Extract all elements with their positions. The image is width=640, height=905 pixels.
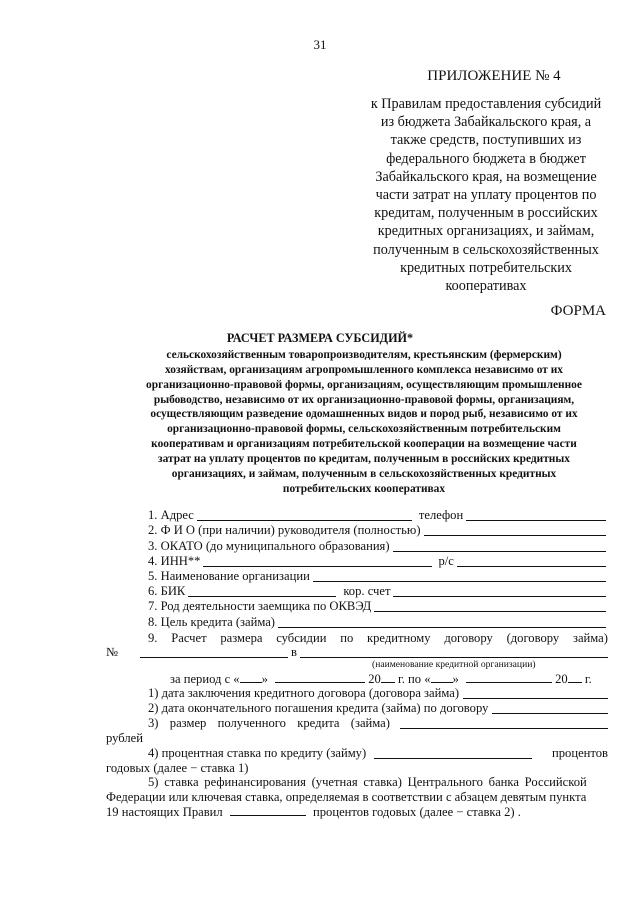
appendix-line: кредитных потребительских <box>400 259 572 276</box>
item9-word: займа) <box>572 631 608 645</box>
refi-text: 5) ставка рефинансирования (учетная ставка) Центрального банка Российской <box>148 775 587 789</box>
refi-rate-input-line[interactable] <box>230 805 306 816</box>
ks-label: кор. счет <box>343 584 391 599</box>
appendix-line: полученным в сельскохозяйственных <box>373 241 599 258</box>
field-row-address <box>148 508 608 523</box>
appendix-line: из бюджета Забайкальского края, а <box>380 114 592 131</box>
subheading-line: организациях, и займам, полученным в сельскохозяйственных кредитных <box>171 467 557 480</box>
date-signed-input-line[interactable] <box>463 688 608 699</box>
date-end-row <box>148 701 608 716</box>
period-row <box>170 672 592 687</box>
inn-input-line[interactable] <box>203 555 432 567</box>
field-row-purpose <box>148 614 608 629</box>
phone-input-line[interactable] <box>466 509 606 521</box>
appendix-line: к Правилам предоставления субсидий <box>370 96 602 112</box>
field-row-okved <box>148 599 608 614</box>
ks-input-line[interactable] <box>393 585 606 597</box>
subheading-line: затрат на уплату процентов по кредитам, полученным в российских кредитных <box>158 452 570 465</box>
contract-number-row <box>106 645 608 660</box>
item9-word: по <box>340 631 354 645</box>
okato-input-line[interactable] <box>393 540 606 552</box>
subheading-line: организационно-правовой формы, организациям, осуществляющим промышленное <box>146 378 582 391</box>
inn-label: 4. ИНН** <box>148 553 201 568</box>
amount-word: кредита <box>297 716 340 730</box>
period-from-day-input[interactable] <box>240 672 262 683</box>
amount-input-line[interactable] <box>400 718 608 729</box>
period-to-day-input[interactable] <box>431 672 453 683</box>
appendix-line: кредитных организациях, и займам, <box>377 223 595 240</box>
item9-heading <box>148 631 608 646</box>
refi-text: 19 настоящих Правил <box>106 805 223 819</box>
page-number: 31 <box>313 37 327 52</box>
subheading-line: сельскохозяйственным товаропроизводителям, крестьянским (фермерским) <box>166 349 562 361</box>
refi-line1 <box>148 775 608 790</box>
bik-label: 6. БИК <box>148 584 186 599</box>
rate-label: 4) процентная ставка по кредиту (займу) <box>148 746 367 760</box>
appendix-text <box>336 95 636 295</box>
org-name-label: 5. Наименование организации <box>148 568 310 583</box>
item9-word: Расчет <box>171 631 207 645</box>
org-name-input-line[interactable] <box>313 570 606 582</box>
amount-label <box>148 716 390 731</box>
okved-input-line[interactable] <box>374 600 606 612</box>
period-quote: » <box>261 672 268 686</box>
form-heading: РАСЧЕТ РАЗМЕРА СУБСИДИЙ* <box>226 331 414 345</box>
in-word: в <box>291 645 297 659</box>
item9-word: (договору <box>506 631 560 645</box>
date-end-label: 2) дата окончательного погашения кредита (займа) по договору <box>148 701 489 715</box>
item9-word: 9. <box>148 631 158 645</box>
subheading-line: кооперативам и организациям потребительской кооперации на возмещение части <box>151 438 577 451</box>
rubles-label: рублей <box>106 731 143 745</box>
fio-label: 2. Ф И О (при наличии) руководителя (полностью) <box>148 523 421 538</box>
amount-row <box>148 716 608 731</box>
field-row-org-name <box>148 569 608 584</box>
contract-number-input-line[interactable] <box>140 647 288 658</box>
appendix-title: ПРИЛОЖЕНИЕ № 4 <box>427 68 561 84</box>
field-row-bik <box>148 584 608 599</box>
item9-word: размера <box>220 631 263 645</box>
item9-word: субсидии <box>276 631 327 645</box>
form-label: ФОРМА <box>550 303 606 319</box>
date-signed-row <box>148 686 608 701</box>
form-subheading <box>108 348 620 496</box>
number-sign: № <box>106 645 119 659</box>
subheading-line: рыбоводство, независимо от их организационно-правовой формы, организациям, <box>153 393 575 406</box>
rate-suffix: процентов <box>552 746 608 760</box>
bank-name-caption: (наименование кредитной организации) <box>372 659 536 670</box>
form-fields <box>148 508 608 630</box>
subheading-line: потребительских кооперативах <box>282 482 446 495</box>
period-to-label: г. по « <box>397 672 431 686</box>
period-year-prefix: 20 <box>555 672 568 686</box>
rs-input-line[interactable] <box>457 555 606 567</box>
appendix-line: также средств, поступивших из <box>390 132 582 149</box>
rate-note: годовых (далее − ставка 1) <box>106 761 249 775</box>
field-row-okato <box>148 538 608 553</box>
purpose-label: 8. Цель кредита (займа) <box>148 614 276 629</box>
rs-label: р/с <box>438 553 454 568</box>
period-year-prefix: 20 <box>368 672 381 686</box>
appendix-line: кооперативах <box>445 278 527 295</box>
address-label: 1. Адрес <box>148 508 194 523</box>
date-signed-label: 1) дата заключения кредитного договора (договора займа) <box>148 686 460 700</box>
period-year-suffix: г. <box>584 672 592 686</box>
amount-word: полученного <box>217 716 286 730</box>
bank-name-input-line[interactable] <box>300 647 608 658</box>
item9-word: договору <box>444 631 493 645</box>
subheading-line: организационно-правовой формы, сельскохозяйственным потребительским <box>167 423 561 436</box>
subheading-line: хозяйствам, организациям агропромышленного комплекса независимо от их <box>165 363 563 376</box>
refi-text: процентов годовых (далее − ставка 2) . <box>313 805 521 819</box>
appendix-line: федерального бюджета в бюджет <box>386 150 586 167</box>
amount-word: (займа) <box>350 716 390 730</box>
appendix-line: части затрат на уплату процентов по <box>375 187 597 204</box>
field-row-inn <box>148 554 608 569</box>
period-to-month-input[interactable] <box>466 672 552 683</box>
period-quote: » <box>452 672 459 686</box>
appendix-line: Забайкальского края, на возмещение <box>375 168 597 185</box>
amount-word: 3) <box>148 716 159 730</box>
okved-label: 7. Род деятельности заемщика по ОКВЭД <box>148 599 372 614</box>
field-row-fio <box>148 523 608 538</box>
phone-label: телефон <box>418 508 464 523</box>
amount-word: размер <box>169 716 207 730</box>
okato-label: 3. ОКАТО (до муниципального образования) <box>148 538 390 553</box>
period-from-month-input[interactable] <box>275 672 365 683</box>
date-end-input-line[interactable] <box>492 703 608 714</box>
rate-input-line[interactable] <box>374 748 532 759</box>
appendix-line: кредитам, полученным в российских <box>374 205 598 222</box>
refi-line2: Федерации или ключевая ставка, определяемая в соответствии с абзацем девятым пункта <box>106 790 587 804</box>
refi-line3 <box>106 805 521 820</box>
rate-row <box>148 746 608 761</box>
address-input-line[interactable] <box>197 509 412 521</box>
fio-input-line[interactable] <box>424 524 606 536</box>
subheading-line: осуществляющим разведение одомашненных видов и пород рыб, независимо от их <box>150 408 578 421</box>
purpose-input-line[interactable] <box>278 616 606 628</box>
period-from-year-input[interactable] <box>381 672 395 683</box>
period-to-year-input[interactable] <box>568 672 582 683</box>
bik-input-line[interactable] <box>188 585 336 597</box>
period-from-label: за период с « <box>170 672 240 686</box>
item9-word: кредитному <box>367 631 431 645</box>
